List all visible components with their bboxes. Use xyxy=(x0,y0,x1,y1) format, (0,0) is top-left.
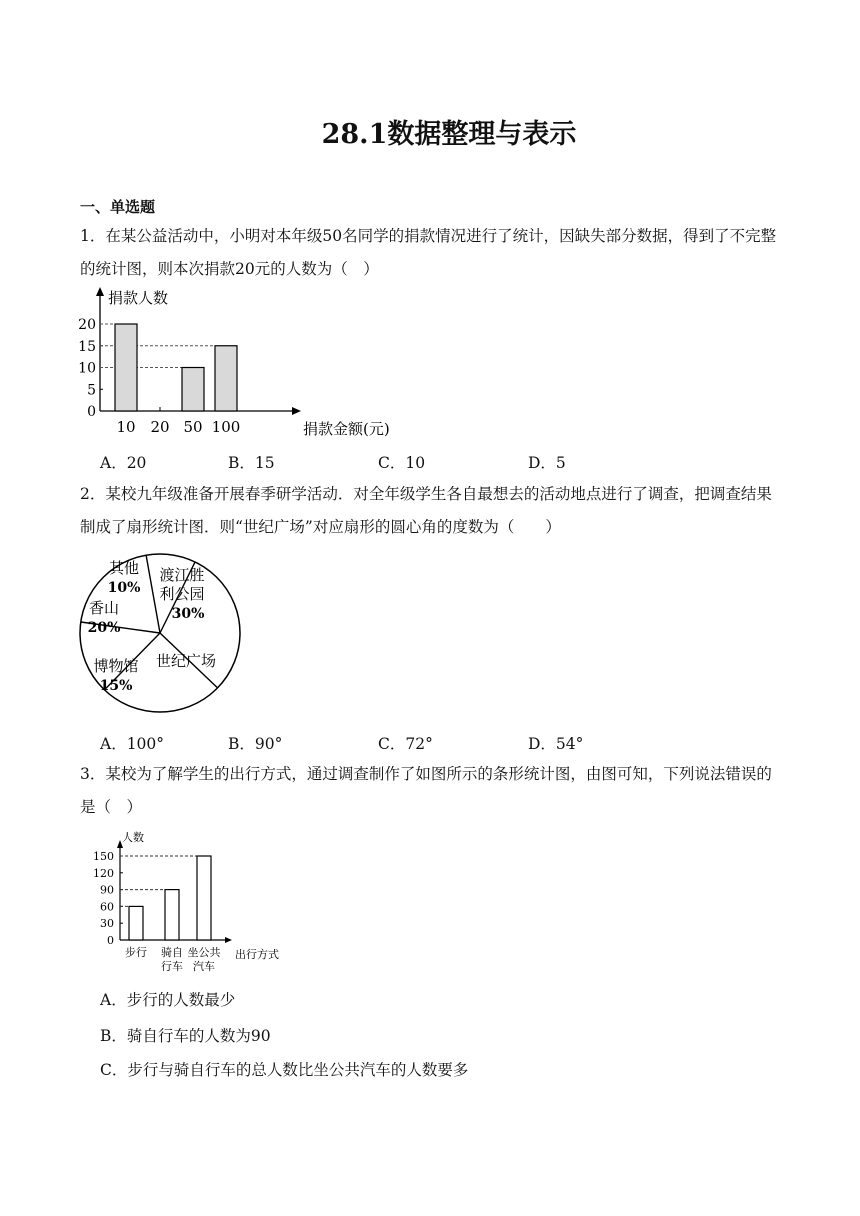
option-c[interactable]: C．步行与骑自行车的总人数比坐公共汽车的人数要多 xyxy=(100,1061,469,1079)
x-tick-label: 骑自 xyxy=(161,946,183,959)
y-tick-label: 20 xyxy=(78,317,96,333)
y-tick-label: 120 xyxy=(93,866,114,880)
slice-label-世纪广场: 世纪广场 xyxy=(155,652,217,670)
y-tick-label: 150 xyxy=(93,850,114,863)
option-a[interactable]: A．步行的人数最少 xyxy=(100,991,236,1009)
question-2-text: 2．某校九年级准备开展春季研学活动．对全年级学生各自最想去的活动地点进行了调查，把调查结果制成了扇形统计图．则“世纪广场”对应扇形的圆心角的度数为（ ） xyxy=(80,485,772,536)
question-3-text: 3．某校为了解学生的出行方式，通过调查制作了如图所示的条形统计图，由图可知，下列说法错误的是（ ） xyxy=(80,765,772,816)
y-tick-label: 60 xyxy=(100,900,114,914)
option-b[interactable]: B．15 xyxy=(228,454,275,472)
x-tick-label: 行车 xyxy=(161,960,183,973)
donation-bar-chart xyxy=(70,280,390,440)
x-tick-label: 汽车 xyxy=(193,960,215,973)
slice-percent-其他: 10% xyxy=(107,580,141,596)
y-tick-label: 90 xyxy=(100,883,114,897)
option-d[interactable]: D．5 xyxy=(528,454,566,472)
section-heading: 一、单选题 xyxy=(80,198,156,216)
x-axis-arrow xyxy=(292,407,301,415)
question-1-text: 1．在某公益活动中，小明对本年级50名同学的捐款情况进行了统计，因缺失部分数据，得到了不完整的统计图，则本次捐款20元的人数为（ ） xyxy=(80,227,777,278)
x-tick-label: 50 xyxy=(183,418,203,436)
y-tick-label: 30 xyxy=(100,917,114,931)
y-tick-label: 0 xyxy=(107,934,114,947)
option-d[interactable]: D．54° xyxy=(528,735,584,753)
slice-percent-香山: 20% xyxy=(87,620,121,636)
option-b[interactable]: B．90° xyxy=(228,735,283,753)
y-tick-label: 15 xyxy=(78,338,96,355)
bar-10 xyxy=(115,324,137,411)
x-tick-label: 步行 xyxy=(125,946,147,959)
slice-label-博物馆: 博物馆 xyxy=(93,657,139,675)
x-tick-label: 10 xyxy=(116,418,136,436)
y-axis-label: 捐款人数 xyxy=(108,289,169,307)
x-tick-label: 坐公共 xyxy=(187,946,221,959)
slice-label-渡江胜利公园: 利公园 xyxy=(159,585,205,603)
page-title: 28.1数据整理与表示 xyxy=(321,119,577,150)
option-c[interactable]: C．10 xyxy=(378,454,426,472)
x-axis-label: 捐款金额(元) xyxy=(303,420,390,438)
bar-100 xyxy=(215,346,237,411)
slice-label-香山: 香山 xyxy=(88,599,120,617)
y-tick-label: 10 xyxy=(78,360,96,377)
bar-坐公共汽车 xyxy=(197,856,211,940)
y-axis-label: 人数 xyxy=(122,831,144,844)
bar-50 xyxy=(182,368,204,412)
slice-label-渡江胜利公园: 渡江胜 xyxy=(159,566,205,584)
y-tick-label: 5 xyxy=(87,382,96,399)
destination-pie-chart xyxy=(72,550,252,720)
y-tick-label: 0 xyxy=(87,404,96,420)
y-axis-arrow xyxy=(96,287,104,296)
x-axis-arrow xyxy=(225,937,232,943)
option-c[interactable]: C．72° xyxy=(378,735,433,753)
option-b[interactable]: B．骑自行车的人数为90 xyxy=(100,1027,271,1045)
x-tick-label: 100 xyxy=(211,418,241,436)
bar-步行 xyxy=(129,906,143,940)
travel-bar-chart xyxy=(80,826,300,976)
slice-label-其他: 其他 xyxy=(108,559,140,577)
option-a[interactable]: A．100° xyxy=(100,735,165,753)
x-tick-label: 20 xyxy=(150,418,170,436)
slice-percent-博物馆: 15% xyxy=(99,678,133,694)
option-a[interactable]: A．20 xyxy=(100,454,147,472)
bar-骑自行车 xyxy=(165,890,179,940)
slice-percent-渡江胜利公园: 30% xyxy=(171,606,205,622)
x-axis-label: 出行方式 xyxy=(235,948,279,961)
